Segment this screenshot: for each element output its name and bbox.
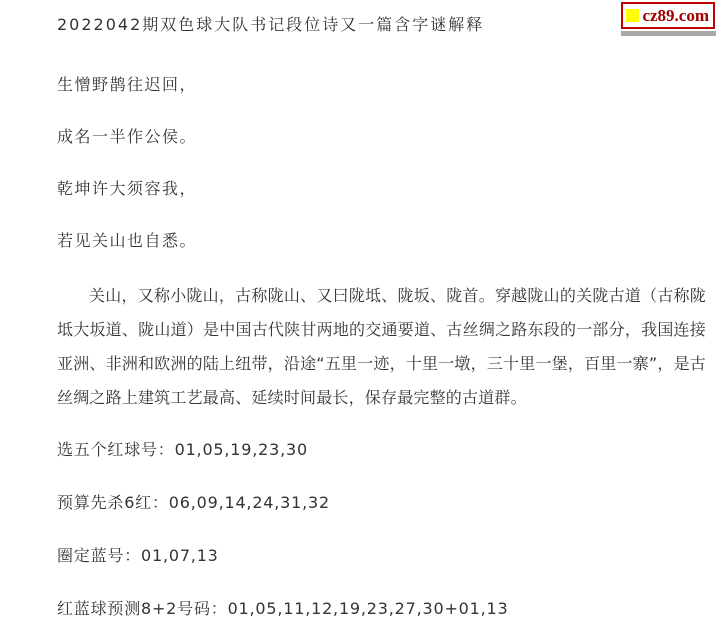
prediction-kill-six-red: 预算先杀6红：06,09,14,24,31,32 [57, 493, 330, 512]
watermark-square-icon [626, 9, 639, 22]
poem-line-4: 若见关山也自悉。 [57, 231, 198, 250]
prediction-red-five: 选五个红球号：01,05,19,23,30 [57, 440, 308, 459]
prediction-blue-numbers: 圈定蓝号：01,07,13 [57, 546, 219, 565]
watermark-shadow [621, 31, 716, 36]
article-paragraph: 关山，又称小陇山，古称陇山、又曰陇坻、陇坂、陇首。穿越陇山的关陇古道（古称陇坻大坂道、陇山道）是中国古代陕甘两地的交通要道、古丝绸之路东段的一部分，我国连接亚洲、非洲和欧洲的陆上纽带，沿途“五里一迹，十里一墩，三十里一堡，百里一寨”，是古丝绸之路上建筑工艺最高、延续时间最长，保存最完整的古道群。 [57, 286, 706, 407]
watermark-site-name: cz89.com [642, 6, 709, 25]
article-title: 2022042期双色球大队书记段位诗又一篇含字谜解释 [57, 15, 485, 34]
poem-line-2: 成名一半作公侯。 [57, 127, 198, 146]
poem-line-1: 生憎野鹊往迟回， [57, 75, 198, 94]
poem-line-3: 乾坤许大须容我， [57, 179, 198, 198]
prediction-8-plus-2: 红蓝球预测8+2号码：01,05,11,12,19,23,27,30+01,13 [57, 599, 509, 618]
watermark-badge[interactable] [621, 2, 715, 29]
